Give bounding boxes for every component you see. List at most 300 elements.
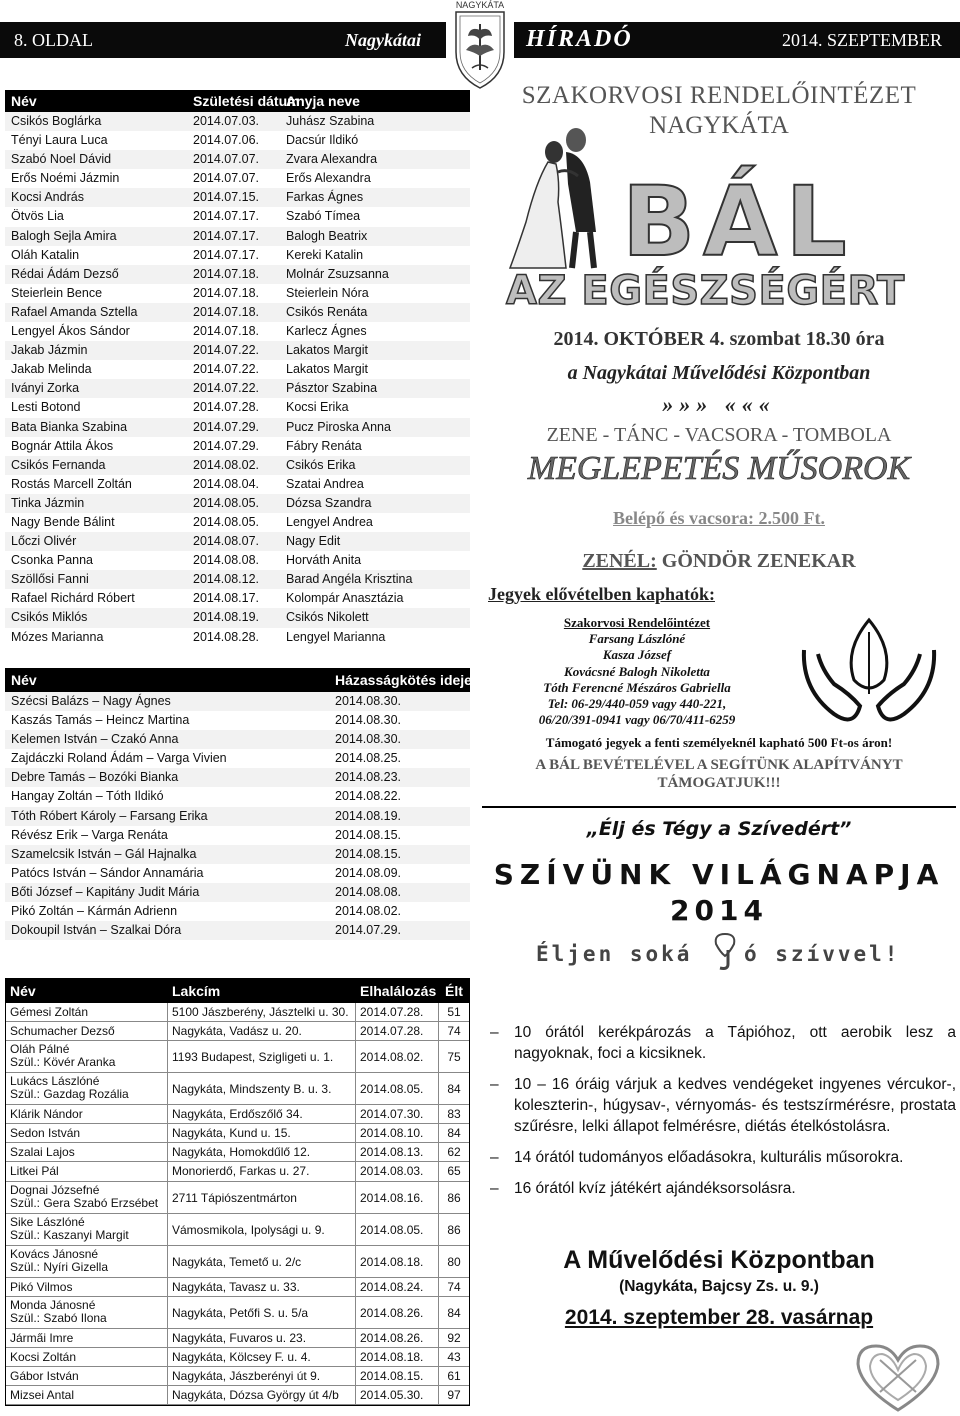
births-row-cell: 2014.08.05.	[193, 495, 260, 510]
births-row	[5, 551, 470, 570]
births-row-cell: 2014.08.28.	[193, 629, 260, 644]
deaths-row	[6, 1143, 469, 1162]
deaths-col-address: Lakcím	[172, 983, 221, 999]
marriages-row-cell: 2014.08.15.	[335, 846, 402, 861]
births-table	[5, 90, 470, 647]
deaths-row-cell: Nagykáta, Jászberényi út 9.	[168, 1367, 356, 1385]
births-row-cell: Csonka Panna	[11, 553, 94, 568]
marriages-body	[5, 692, 470, 940]
deaths-row-cell: Nagykáta, Vadász u. 20.	[168, 1022, 356, 1040]
births-row-cell: 2014.08.04.	[193, 476, 260, 491]
ball-date: 2014. OKTÓBER 4. szombat 18.30 óra	[553, 328, 885, 350]
births-row-cell: 2014.08.12.	[193, 572, 260, 587]
marriages-col-date: Házasságkötés ideje	[335, 672, 472, 688]
marriages-row-cell: Zajdáczki Roland Ádám – Varga Vivien	[11, 751, 227, 766]
ball-surprise: MEGLEPETÉS MŰSOROK	[527, 450, 911, 487]
births-col-date: Születési dátum	[193, 93, 300, 109]
deaths-row-cell: 74	[447, 1279, 461, 1294]
births-row	[5, 188, 470, 207]
births-row-cell: Csikós Nikolett	[286, 610, 369, 625]
celtic-heart-logo	[850, 1340, 946, 1416]
deaths-col-age: Élt	[445, 983, 463, 999]
births-row-cell: 2014.07.17.	[193, 209, 260, 224]
deaths-header-row	[6, 979, 469, 1003]
marriages-row-cell: Kelemen István – Czakó Anna	[11, 732, 179, 747]
heart-title: SZÍVÜNK VILÁGNAPJA	[493, 858, 945, 891]
deaths-row-cell: Nagykáta, Kölcsey F. u. 4.	[168, 1348, 356, 1366]
births-row	[5, 150, 470, 169]
deaths-row-cell: 84	[447, 1126, 461, 1141]
marriages-row-cell: 2014.08.25.	[335, 751, 402, 766]
deaths-row-cell: 51	[447, 1005, 461, 1019]
section-divider	[482, 806, 956, 808]
births-row-cell: Tinka Jázmin	[11, 495, 85, 510]
deaths-row-cell: 2014.05.30.	[356, 1386, 439, 1404]
births-row-cell: Csikós Fernanda	[11, 457, 106, 472]
births-row-cell: Csikós Erika	[286, 457, 356, 472]
seller-phone: Tel: 06-29/440-059 vagy 440-221,	[547, 696, 727, 712]
event-item: – 10 – 16 óráig várjuk a kedves vendégeket ingyenes vércukor-, koleszterin-, húgysav-, vérnyomás- és testszírmérésre, prostata szűrésre, lelki állapot felmérésre, diétás ételkóstolásra.	[482, 1074, 956, 1137]
marriages-row-cell: 2014.08.30.	[335, 694, 402, 708]
births-row	[5, 112, 470, 131]
marriages-row-cell: Patócs István – Sándor Annamária	[11, 865, 204, 880]
deaths-row-cell: 2014.07.28.	[356, 1022, 439, 1040]
deaths-row-cell: 75	[447, 1050, 461, 1065]
births-row-cell: 2014.08.19.	[193, 610, 260, 625]
births-row-cell: Lőczi Olivér	[11, 534, 77, 549]
deaths-row	[6, 1367, 469, 1386]
marriages-row-cell: Tóth Róbert Károly – Farsang Erika	[11, 808, 208, 823]
births-row	[5, 207, 470, 226]
births-row	[5, 570, 470, 589]
marriages-row	[5, 902, 470, 921]
deaths-row-cell: Nagykáta, Temető u. 2/c	[168, 1246, 356, 1277]
births-row	[5, 303, 470, 322]
deaths-row-cell: 2014.08.10.	[356, 1124, 439, 1142]
ball-venue: a Nagykátai Művelődési Központban	[567, 362, 871, 384]
marriages-row	[5, 730, 470, 749]
births-row-cell: 2014.07.22.	[193, 362, 260, 377]
births-row-cell: Erős Noémi Jázmin	[11, 171, 120, 186]
births-row-cell: Farkas Ágnes	[286, 190, 364, 205]
births-row	[5, 418, 470, 437]
deaths-row-cell: 86	[447, 1190, 461, 1205]
page-header	[0, 0, 960, 92]
deaths-row-cell: 2014.08.16.	[356, 1182, 439, 1213]
births-row	[5, 360, 470, 379]
deaths-row-cell: Dognai Józsefné Szül.: Gera Szabó Erzsébet	[6, 1182, 168, 1213]
deaths-row-cell: 2014.08.18.	[356, 1348, 439, 1366]
deaths-row-cell: Nagykáta, Homokdűlő 12.	[168, 1143, 356, 1161]
births-row	[5, 513, 470, 532]
town-crest	[446, 0, 514, 92]
births-row	[5, 284, 470, 303]
births-row-cell: Kocsi András	[11, 190, 84, 205]
ball-subtitle: AZ EGÉSZSÉGÉRT	[506, 268, 905, 314]
births-row-cell: 2014.07.06.	[193, 133, 260, 148]
seller-item: Farsang Lászlóné	[588, 631, 686, 647]
heart-slogan: „Élj és Tégy a Szívedért”	[586, 818, 852, 840]
births-row-cell: Lengyel Ákos Sándor	[11, 324, 130, 339]
births-row	[5, 322, 470, 341]
ball-organizer-town: NAGYKÁTA	[649, 112, 789, 139]
deaths-row-cell: Gémesi Zoltán	[6, 1003, 168, 1021]
births-row-cell: 2014.07.07.	[193, 152, 260, 167]
births-row	[5, 169, 470, 188]
deaths-row-cell: 84	[447, 1082, 461, 1097]
heart-year: 2014	[670, 894, 768, 927]
births-row-cell: Lakatos Margit	[286, 362, 368, 377]
births-row-cell: Szatai Andrea	[286, 476, 364, 491]
births-row	[5, 246, 470, 265]
births-row-cell: 2014.08.02.	[193, 457, 260, 472]
births-row-cell: Fábry Renáta	[286, 438, 362, 453]
deaths-row-cell: 2711 Tápiószentmárton	[168, 1182, 356, 1213]
births-row-cell: Rostás Marcell Zoltán	[11, 476, 132, 491]
births-row-cell: Zvara Alexandra	[286, 152, 378, 167]
marriages-table	[5, 668, 470, 940]
births-row-cell: 2014.07.22.	[193, 343, 260, 358]
deaths-row-cell: 2014.08.18.	[356, 1246, 439, 1277]
marriages-row-cell: 2014.08.30.	[335, 732, 402, 747]
marriages-row-cell: 2014.08.22.	[335, 789, 402, 804]
deaths-row-cell: 97	[447, 1387, 461, 1402]
issue-date: 2014. SZEPTEMBER	[781, 30, 942, 50]
births-row-cell: Nagy Bende Bálint	[11, 514, 115, 529]
marriages-row	[5, 864, 470, 883]
deaths-row-cell: Kovács Jánosné Szül.: Nyíri Gizella	[6, 1246, 168, 1277]
marriages-row	[5, 768, 470, 787]
births-row-cell: 2014.08.17.	[193, 591, 260, 606]
deaths-col-name: Név	[10, 983, 36, 999]
deaths-row	[6, 1105, 469, 1124]
heart-j-icon	[710, 930, 740, 972]
births-row-cell: Iványi Zorka	[11, 381, 80, 396]
births-row-cell: Pásztor Szabina	[286, 381, 378, 396]
deaths-row-cell: Nagykáta, Mindszenty B. u. 3.	[168, 1073, 356, 1104]
marriages-row-cell: Révész Erik – Varga Renáta	[11, 827, 168, 842]
marriages-row	[5, 845, 470, 864]
marriages-row	[5, 883, 470, 902]
births-row-cell: Tényi Laura Luca	[11, 133, 108, 148]
deaths-row-cell: 84	[447, 1305, 461, 1320]
births-row-cell: Lesti Botond	[11, 400, 81, 415]
births-row-cell: Kolompár Anasztázia	[286, 591, 404, 606]
marriages-header-row	[5, 668, 470, 692]
marriages-row	[5, 711, 470, 730]
marriages-row-cell: Bőti József – Kapitány Judit Mária	[11, 884, 200, 899]
deaths-row-cell: 2014.08.05.	[356, 1214, 439, 1245]
deaths-row-cell: 2014.08.24.	[356, 1278, 439, 1296]
deaths-row-cell: Schumacher Dezső	[6, 1022, 168, 1040]
births-row	[5, 227, 470, 246]
births-row-cell: Rafael Amanda Sztella	[11, 304, 138, 319]
births-row-cell: Rafael Richárd Róbert	[11, 591, 135, 606]
births-row-cell: 2014.07.29.	[193, 438, 260, 453]
births-row-cell: 2014.08.08.	[193, 553, 260, 568]
births-row-cell: Erős Alexandra	[286, 171, 371, 186]
births-row-cell: Szöllősi Fanni	[11, 572, 89, 587]
deaths-row	[6, 1124, 469, 1143]
deaths-row-cell: 2014.08.26.	[356, 1297, 439, 1328]
deaths-row	[6, 1297, 469, 1329]
births-row-cell: Kocsi Erika	[286, 400, 349, 415]
births-row-cell: 2014.07.29.	[193, 419, 260, 434]
births-row	[5, 628, 470, 647]
deaths-row-cell: Nagykáta, Tavasz u. 33.	[168, 1278, 356, 1296]
births-row	[5, 265, 470, 284]
births-row-cell: 2014.07.03.	[193, 114, 260, 128]
births-row-cell: 2014.07.17.	[193, 228, 260, 243]
marriages-row-cell: Kaszás Tamás – Heincz Martina	[11, 713, 190, 728]
deaths-row-cell: 5100 Jászberény, Jásztelki u. 30.	[168, 1003, 356, 1021]
deaths-row-cell: 61	[447, 1368, 461, 1383]
births-row	[5, 589, 470, 608]
births-row-cell: Pucz Piroska Anna	[286, 419, 391, 434]
births-row-cell: 2014.07.22.	[193, 381, 260, 396]
marriages-row	[5, 787, 470, 806]
marriages-row-cell: 2014.08.02.	[335, 904, 402, 919]
births-row-cell: Bata Bianka Szabina	[11, 419, 128, 434]
crest-icon	[446, 0, 514, 92]
births-row-cell: Lakatos Margit	[286, 343, 368, 358]
marriages-row-cell: Dokoupil István – Szalkai Dóra	[11, 923, 182, 938]
births-row-cell: 2014.07.18.	[193, 266, 260, 281]
deaths-row-cell: 2014.08.15.	[356, 1367, 439, 1385]
births-row-cell: Karlecz Ágnes	[286, 324, 367, 339]
marriages-row-cell: 2014.08.19.	[335, 808, 402, 823]
marriages-row-cell: Hangay Zoltán – Tóth Ildikó	[11, 789, 164, 804]
births-row-cell: Balogh Beatrix	[286, 228, 368, 243]
births-row-cell: Jakab Melinda	[11, 362, 92, 377]
births-row	[5, 131, 470, 150]
births-row	[5, 494, 470, 513]
heart-motto-start: Éljen soká	[536, 942, 693, 966]
deaths-row-cell: Sike Lászlóné Szül.: Kaszanyi Margit	[6, 1214, 168, 1245]
deaths-row	[6, 1386, 469, 1405]
deaths-row-cell: Monda Jánosné Szül.: Szabó Ilona	[6, 1297, 168, 1328]
deaths-row-cell: Sedon István	[6, 1124, 168, 1142]
deaths-row-cell: 62	[447, 1145, 461, 1160]
deaths-row-cell: Vámosmikola, Ipolysági u. 9.	[168, 1214, 356, 1245]
births-row-cell: Mózes Marianna	[11, 629, 104, 644]
ball-program: ZENE - TÁNC - VACSORA - TOMBOLA	[546, 424, 892, 446]
marriages-row	[5, 921, 470, 940]
births-row-cell: Oláh Katalin	[11, 247, 80, 262]
births-row-cell: Szabó Tímea	[286, 209, 361, 224]
deaths-row-cell: 1193 Budapest, Szigligeti u. 1.	[168, 1041, 356, 1072]
marriages-row-cell: 2014.07.29.	[335, 923, 402, 938]
births-row-cell: Csikós Renáta	[286, 304, 368, 319]
seller-phone: 06/20/391-0941 vagy 06/70/411-6259	[538, 712, 736, 728]
paper-town: Nagykátai	[345, 30, 421, 50]
heart-venue-name: A Művelődési Központban	[563, 1246, 875, 1274]
marriages-row-cell: 2014.08.15.	[335, 827, 402, 842]
births-row-cell: Kereki Katalin	[286, 247, 364, 262]
deaths-row-cell: Lukács Lászlóné Szül.: Gazdag Rozália	[6, 1073, 168, 1104]
marriages-row-cell: 2014.08.30.	[335, 713, 402, 728]
births-row-cell: Nagy Edit	[286, 534, 341, 549]
deaths-row-cell: Gábor István	[6, 1367, 168, 1385]
births-row	[5, 456, 470, 475]
deaths-row	[6, 1022, 469, 1041]
foundation-line1: A BÁL BEVÉTELÉVEL A SEGÍTÜNK ALAPÍTVÁNYT	[535, 757, 903, 773]
births-row-cell: 2014.07.18.	[193, 304, 260, 319]
marriages-row	[5, 692, 470, 711]
births-row-cell: 2014.07.28.	[193, 400, 260, 415]
births-row-cell: Steierlein Nóra	[286, 285, 369, 300]
births-row	[5, 341, 470, 360]
births-row	[5, 532, 470, 551]
births-row-cell: 2014.07.18.	[193, 324, 260, 339]
ball-band	[482, 550, 956, 573]
births-col-name: Név	[11, 93, 37, 109]
births-row	[5, 475, 470, 494]
marriages-row-cell: Pikó Zoltán – Kármán Adrienn	[11, 904, 178, 919]
births-row-cell: Rédai Ádám Dezső	[11, 266, 119, 281]
births-row-cell: 2014.07.17.	[193, 247, 260, 262]
births-row-cell: Szabó Noel Dávid	[11, 152, 112, 167]
marriages-row	[5, 749, 470, 768]
births-row-cell: Jakab Jázmin	[11, 343, 88, 358]
deaths-row	[6, 1041, 469, 1073]
deaths-row-cell: 2014.08.03.	[356, 1162, 439, 1180]
crest-label: NAGYKÁTA	[455, 0, 505, 10]
births-row-cell: Molnár Zsuzsanna	[286, 266, 389, 281]
deaths-row-cell: Klárik Nándor	[6, 1105, 168, 1123]
births-header-row	[5, 90, 470, 112]
marriages-col-names: Név	[11, 672, 37, 688]
births-row-cell: 2014.07.07.	[193, 171, 260, 186]
births-row	[5, 608, 470, 627]
event-item: – 16 órától kvíz játékért ajándéksorsolásra.	[482, 1178, 956, 1199]
deaths-row-cell: 2014.08.26.	[356, 1329, 439, 1347]
ball-tickets-heading: Jegyek elővételben kaphatók:	[488, 584, 715, 604]
heart-motto-end: ó szívvel!	[744, 942, 901, 966]
ball-big-title: BÁL	[622, 166, 855, 278]
ball-support-note: Támogató jegyek a fenti személyeknél kapható 500 Ft-os áron!	[545, 735, 893, 750]
deaths-row	[6, 1246, 469, 1278]
seller-item: Tóth Ferencné Mészáros Gabriella	[543, 679, 731, 695]
deaths-row-cell: 80	[447, 1254, 461, 1269]
deaths-row-cell: 2014.08.02.	[356, 1041, 439, 1072]
ball-organizer: SZAKORVOSI RENDELŐINTÉZET	[521, 82, 917, 109]
deaths-row-cell: Nagykáta, Petőfi S. u. 5/a	[168, 1297, 356, 1328]
deaths-row-cell: Oláh Pálné Szül.: Kövér Aranka	[6, 1041, 168, 1072]
births-row-cell: Juhász Szabina	[286, 114, 375, 128]
seller-item: Kovácsné Balogh Nikoletta	[564, 663, 710, 679]
deaths-row-cell: 2014.07.30.	[356, 1105, 439, 1123]
event-item: – 14 órától tudományos előadásokra, kulturális műsorokra.	[482, 1147, 956, 1168]
births-row-cell: Csikós Miklós	[11, 610, 88, 625]
births-row-cell: 2014.08.05.	[193, 514, 260, 529]
sellers-title: Szakorvosi Rendelőintézet	[563, 615, 711, 630]
marriages-row-cell: 2014.08.08.	[335, 884, 402, 899]
births-row	[5, 398, 470, 417]
deaths-body	[6, 1003, 469, 1405]
births-row-cell: Csikós Boglárka	[11, 114, 102, 128]
ball-price: Belépő és vacsora: 2.500 Ft.	[613, 508, 825, 528]
deaths-row-cell: Mizsei Antal	[6, 1386, 168, 1404]
deaths-row-cell: 83	[447, 1107, 461, 1122]
deaths-row-cell: 2014.08.05.	[356, 1073, 439, 1104]
paper-title: HÍRADÓ	[526, 26, 633, 52]
births-row-cell: 2014.07.18.	[193, 285, 260, 300]
deaths-row-cell: Pikó Vilmos	[6, 1278, 168, 1296]
deaths-row-cell: 2014.08.13.	[356, 1143, 439, 1161]
deaths-row-cell: 65	[447, 1164, 461, 1179]
deaths-row-cell: 92	[447, 1330, 461, 1345]
deaths-row	[6, 1073, 469, 1105]
marriages-row	[5, 807, 470, 826]
heart-event-date: 2014. szeptember 28. vasárnap	[564, 1306, 874, 1329]
ball-band-name: GÖNDÖR ZENEKAR	[661, 550, 856, 572]
deaths-row-cell: Monorierdő, Farkas u. 27.	[168, 1162, 356, 1180]
births-row-cell: Balogh Sejla Amira	[11, 228, 117, 243]
marriages-row	[5, 826, 470, 845]
marriages-row-cell: 2014.08.09.	[335, 865, 402, 880]
deaths-row	[6, 1329, 469, 1348]
ball-sellers	[482, 615, 792, 728]
heart-venue-address: (Nagykáta, Bajcsy Zs. u. 9.)	[619, 1278, 819, 1295]
deaths-row	[6, 1182, 469, 1214]
deaths-row-cell: Nagykáta, Kund u. 15.	[168, 1124, 356, 1142]
deaths-row-cell: Litkei Pál	[6, 1162, 168, 1180]
deaths-col-date: Elhalálozás	[360, 983, 437, 999]
marriages-row-cell: Debre Tamás – Bozóki Bianka	[11, 770, 179, 785]
births-row-cell: Horváth Anita	[286, 553, 362, 568]
deaths-row-cell: Nagykáta, Erdőszőlő 34.	[168, 1105, 356, 1123]
deaths-table	[5, 978, 470, 1406]
births-row	[5, 437, 470, 456]
births-row-cell: Lengyel Andrea	[286, 514, 373, 529]
births-row-cell: Ötvös Lia	[11, 209, 64, 224]
deaths-row	[6, 1214, 469, 1246]
ball-foundation-note	[482, 756, 956, 792]
marriages-row-cell: Szamelcsik István – Gál Hajnalka	[11, 846, 197, 861]
foundation-line2: TÁMOGATJUK!!!	[657, 775, 781, 791]
deaths-row-cell: 2014.07.28.	[356, 1003, 439, 1021]
marriages-row-cell: Szécsi Balázs – Nagy Ágnes	[11, 694, 171, 708]
deaths-row-cell: 43	[447, 1349, 461, 1364]
deaths-row-cell: Nagykáta, Dózsa György út 4/b	[168, 1386, 356, 1404]
event-item: – 10 órától kerékpározás a Tápióhoz, ott aerobik lesz a nagyoknak, foci a kicsiknek.	[482, 1022, 956, 1064]
marriages-row-cell: 2014.08.23.	[335, 770, 402, 785]
dancing-couple-image	[506, 122, 636, 272]
births-row	[5, 379, 470, 398]
page-number: 8. OLDAL	[14, 30, 93, 50]
ball-arrows: »»» «««	[662, 392, 776, 417]
deaths-row-cell: Nagykáta, Fuvaros u. 23.	[168, 1329, 356, 1347]
deaths-row-cell: 86	[447, 1222, 461, 1237]
heart-events-list	[482, 1022, 956, 1209]
deaths-row-cell: Kocsi Zoltán	[6, 1348, 168, 1366]
births-row-cell: Barad Angéla Krisztina	[286, 572, 413, 587]
deaths-row	[6, 1348, 469, 1367]
births-row-cell: Steierlein Bence	[11, 285, 103, 300]
ball-band-label: ZENÉL:	[582, 550, 657, 572]
deaths-row	[6, 1162, 469, 1181]
deaths-row-cell: 74	[447, 1024, 461, 1039]
hands-leaf-icon	[794, 610, 944, 734]
births-row-cell: Dózsa Szandra	[286, 495, 372, 510]
births-row-cell: Dacsúr Ildikó	[286, 133, 359, 148]
births-col-mother: Anyja neve	[286, 93, 360, 109]
deaths-row	[6, 1003, 469, 1022]
seller-item: Kasza József	[602, 647, 672, 663]
births-row-cell: Bognár Attila Ákos	[11, 438, 114, 453]
deaths-row	[6, 1278, 469, 1297]
